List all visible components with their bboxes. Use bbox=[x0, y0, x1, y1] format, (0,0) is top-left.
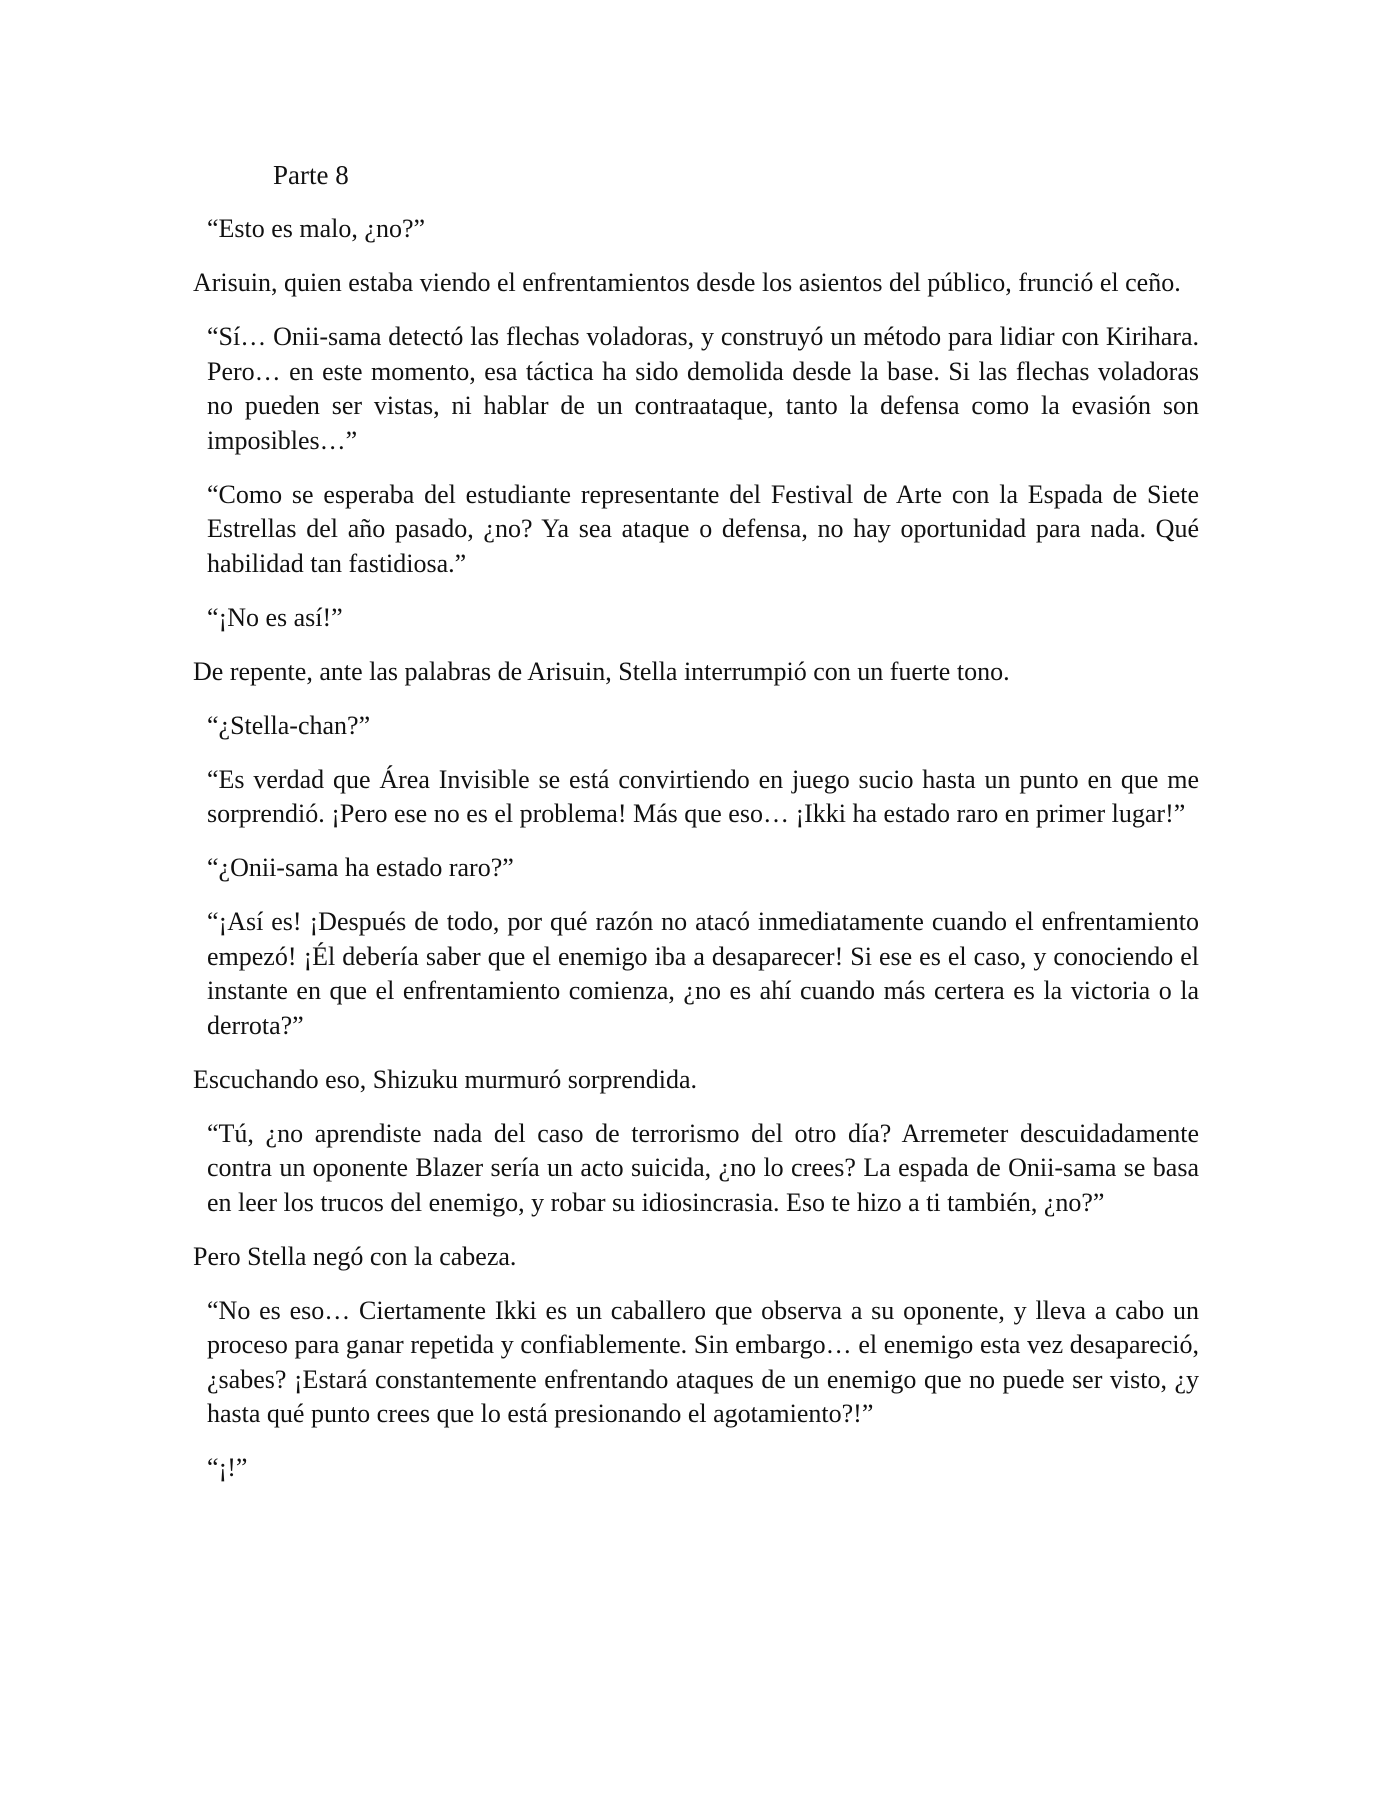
paragraph: “Como se esperaba del estudiante representante del Festival de Arte con la Espada de Siete Estrellas del año pasado, ¿no? Ya sea ataque o defensa, no hay oportunidad para nada. Qué habilidad tan fastidiosa.” bbox=[207, 479, 1199, 578]
paragraph: “Sí… Onii-sama detectó las flechas voladoras, y construyó un método para lidiar con Kirihara. Pero… en este momento, esa táctica ha sido demolida desde la base. Si las flechas voladoras no pueden ser vistas, ni hablar de un contraataque, tanto la defensa como la evasión son imposibles…” bbox=[207, 322, 1199, 455]
paragraph: Escuchando eso, Shizuku murmuró sorprendida. bbox=[193, 1064, 698, 1094]
paragraph: Arisuin, quien estaba viendo el enfrentamientos desde los asientos del público, frunció el ceño. bbox=[193, 268, 1181, 297]
paragraph: “No es eso… Ciertamente Ikki es un caballero que observa a su oponente, y lleva a cabo un proceso para ganar repetida y confiablemente. Sin embargo… el enemigo esta vez desapareció, ¿sabes? ¡Estará constantemente enfrentando ataques de un enemigo que no puede ser visto, ¿y hasta qué punto crees que lo está presionando el agotamiento?!” bbox=[207, 1295, 1199, 1428]
paragraph: “Esto es malo, ¿no?” bbox=[207, 214, 426, 243]
section-heading: Parte 8 bbox=[273, 160, 349, 190]
paragraph: De repente, ante las palabras de Arisuin, Stella interrumpió con un fuerte tono. bbox=[193, 656, 1010, 686]
paragraph: “¿Onii-sama ha estado raro?” bbox=[207, 853, 514, 882]
paragraph: “¡Así es! ¡Después de todo, por qué razón no atacó inmediatamente cuando el enfrentamiento empezó! ¡Él debería saber que el enemigo iba a desaparecer! Si ese es el caso, y conociendo el instante en que el enfrentamiento comienza, ¿no es ahí cuando más certera es la victoria o la derrota?” bbox=[207, 907, 1199, 1040]
paragraph: “¿Stella-chan?” bbox=[207, 710, 371, 740]
paragraph: “Tú, ¿no aprendiste nada del caso de terrorismo del otro día? Arremeter descuidadamente contra un oponente Blazer sería un acto suicida, ¿no lo crees? La espada de Onii-sama se basa en leer los trucos del enemigo, y robar su idiosincrasia. Eso te hizo a ti también, ¿no?” bbox=[207, 1118, 1199, 1217]
paragraph: “Es verdad que Área Invisible se está convirtiendo en juego sucio hasta un punto en que me sorprendió. ¡Pero ese no es el problema! Más que eso… ¡Ikki ha estado raro en primer lugar!” bbox=[207, 764, 1199, 828]
paragraph: Pero Stella negó con la cabeza. bbox=[193, 1241, 517, 1271]
paragraph: “¡!” bbox=[207, 1453, 248, 1482]
paragraph: “¡No es así!” bbox=[207, 602, 343, 632]
body-text bbox=[193, 212, 1199, 1505]
